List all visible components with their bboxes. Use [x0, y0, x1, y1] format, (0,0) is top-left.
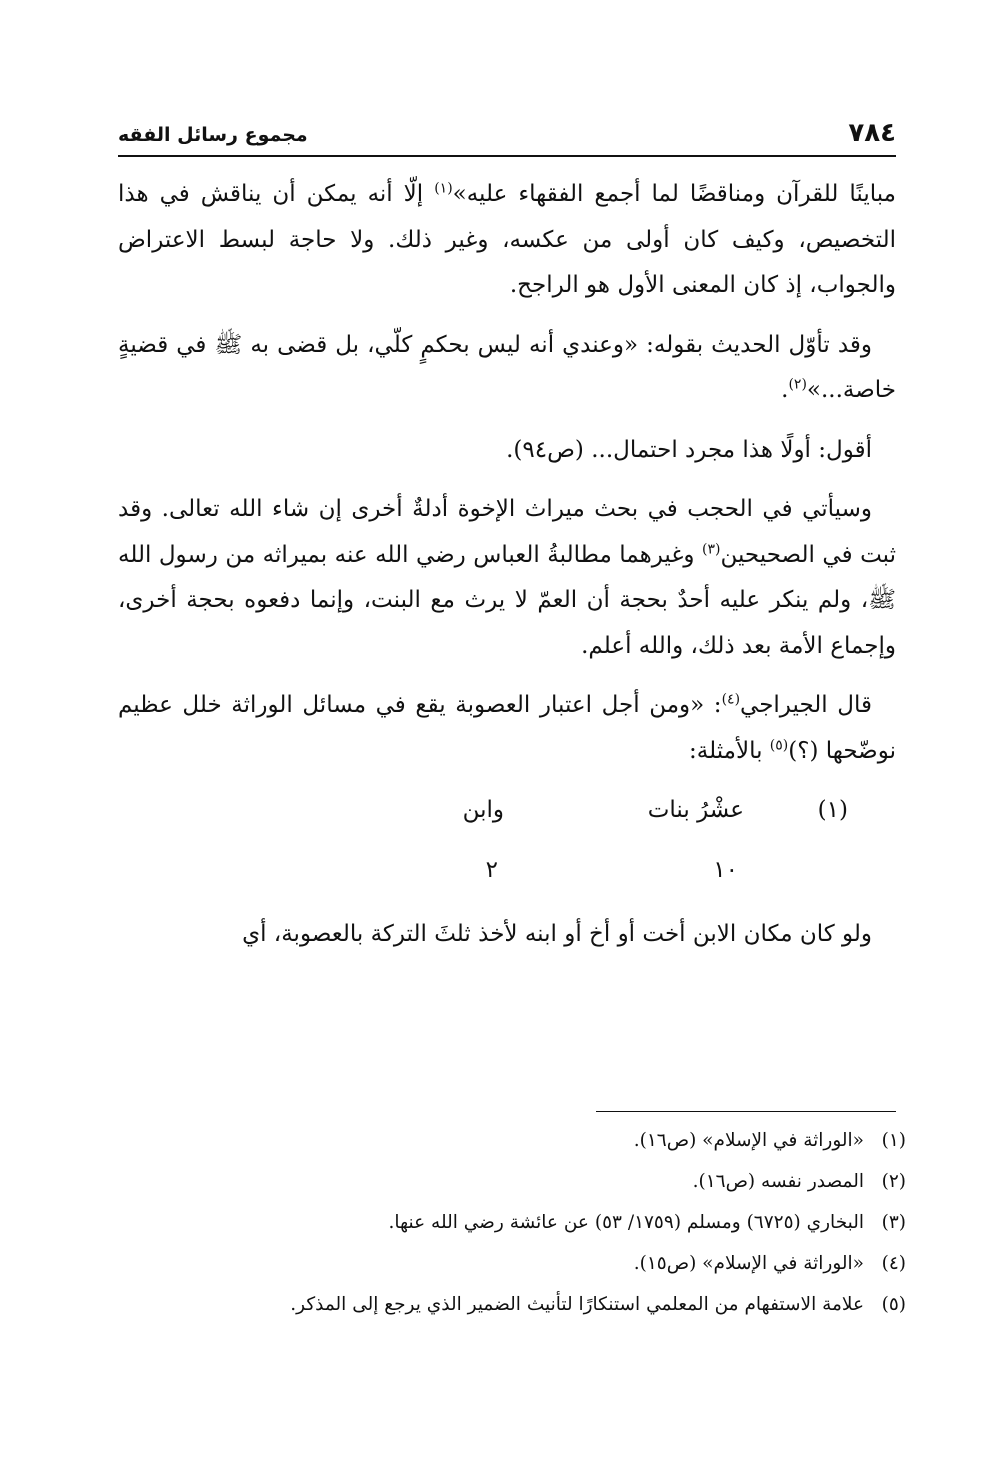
paragraph-1-part-b: إلّا أنه يمكن أن يناقش في هذا التخصيص، وكيف كان أولى من عكسه، وغير ذلك. ولا حاجة لبسط الاعتراض والجواب، إذ كان المعنى الأول هو الراجح.	[118, 181, 896, 298]
footnote-4-text: «الوراثة في الإسلام» (ص١٥).	[633, 1253, 864, 1274]
footnote-2	[118, 1161, 906, 1202]
footnote-3-text: البخاري (٦٧٢٥) ومسلم (١٧٥٩/ ٥٣) عن عائشة رضي الله عنها.	[388, 1212, 864, 1233]
footnote-3-number: (٣)	[881, 1212, 906, 1233]
main-text	[118, 172, 896, 958]
paragraph-3: أقول: أولًا هذا مجرد احتمال... (ص٩٤).	[506, 436, 872, 463]
footnote-ref-5: (٥)	[769, 736, 789, 753]
paragraph-2	[118, 323, 896, 414]
footnote-1	[118, 1120, 906, 1161]
example-share-son: ٢	[485, 857, 498, 883]
footnote-5-number: (٥)	[881, 1294, 906, 1315]
paragraph-1-part-a: مباينًا للقرآن ومناقضًا لما أجمع الفقهاء عليه»	[452, 181, 896, 207]
inheritance-example	[118, 782, 896, 912]
paragraph-5-part-c: بالأمثلة:	[689, 737, 770, 764]
footnote-5-text: علامة الاستفهام من المعلمي استنكارًا لتأنيث الضمير الذي يرجع إلى المذكر.	[290, 1294, 864, 1315]
paragraph-4-part-b: وغيرهما مطالبةُ العباس رضي الله عنه بميراثه من رسول الله ﷺ، ولم ينكر عليه أحدٌ بحجة أن العمّ لا يرث مع البنت، وإنما دفعوه بحجة أخرى، وإجماع الأمة بعد ذلك، والله أعلم.	[118, 541, 896, 659]
footnote-1-number: (١)	[881, 1130, 906, 1151]
footnote-ref-1: (١)	[434, 180, 453, 197]
footnote-4-number: (٤)	[881, 1253, 906, 1274]
example-heir-daughters: عشْرُ بنات	[647, 797, 744, 823]
footnote-1-text: «الوراثة في الإسلام» (ص١٦).	[633, 1130, 864, 1151]
example-heir-son: وابن	[462, 797, 504, 823]
running-title: مجموع رسائل الفقه	[118, 124, 308, 146]
paragraph-1	[118, 172, 896, 309]
paragraph-2-part-b: .	[781, 377, 789, 403]
paragraph-4-part-a: وسيأتي في الحجب في بحث ميراث الإخوة أدلةٌ أخرى إن شاء الله تعالى. وقد ثبت في الصحيحين	[118, 496, 896, 568]
footnotes	[118, 1120, 906, 1325]
footnote-rule	[596, 1111, 896, 1112]
page-number: ٧٨٤	[848, 118, 896, 148]
footnote-5	[118, 1284, 906, 1325]
paragraph-5-part-b: : «ومن أجل اعتبار العصوبة يقع في مسائل الوراثة خلل عظيم نوضّحها (؟)	[118, 692, 896, 764]
footnote-ref-2: (٢)	[788, 376, 807, 393]
header-rule	[118, 155, 896, 157]
example-share-daughters: ١٠	[713, 857, 738, 883]
example-index: (١)	[817, 797, 848, 823]
footnote-2-text: المصدر نفسه (ص١٦).	[692, 1171, 864, 1192]
footnote-4	[118, 1243, 906, 1284]
paragraph-5-part-a: قال الجيراجي	[740, 692, 872, 718]
footnote-ref-4: (٤)	[721, 691, 741, 708]
page-header	[118, 118, 896, 154]
paragraph-5	[118, 683, 896, 774]
paragraph-4	[118, 487, 896, 669]
footnote-3	[118, 1202, 906, 1243]
footnote-ref-3: (٣)	[702, 540, 721, 557]
paragraph-6: ولو كان مكان الابن أخت أو أخ أو ابنه لأخذ ثلثَ التركة بالعصوبة، أي	[242, 921, 872, 947]
paragraph-2-part-a: وقد تأوّل الحديث بقوله: «وعندي أنه ليس بحكمٍ كلّي، بل قضى به ﷺ في قضيةٍ خاصة...»	[118, 331, 896, 403]
footnote-2-number: (٢)	[881, 1171, 906, 1192]
